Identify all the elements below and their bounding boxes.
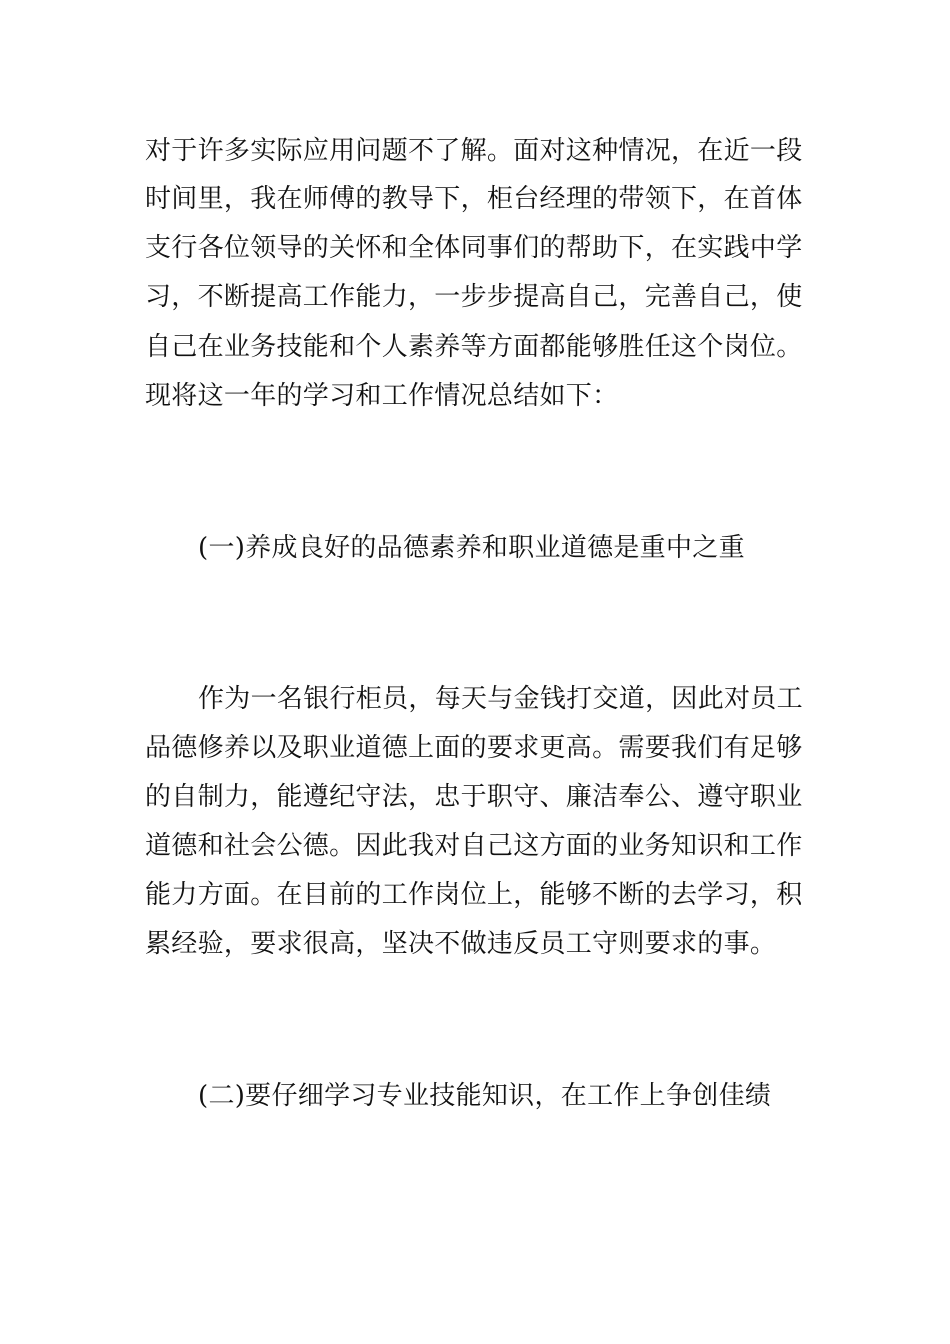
paragraph-line: 习，不断提高工作能力，一步步提高自己，完善自己，使 bbox=[145, 282, 803, 312]
section-heading-2: (二)要仔细学习专业技能知识，在工作上争创佳绩 bbox=[198, 1081, 772, 1111]
paragraph-line: 道德和社会公德。因此我对自己这方面的业务知识和工作 bbox=[145, 831, 803, 861]
paragraph-line: 支行各位领导的关怀和全体同事们的帮助下，在实践中学 bbox=[145, 233, 803, 263]
paragraph-line: 的自制力，能遵纪守法，忠于职守、廉洁奉公、遵守职业 bbox=[145, 782, 803, 812]
paragraph-line: 时间里，我在师傅的教导下，柜台经理的带领下，在首体 bbox=[145, 184, 803, 214]
paragraph-line: 作为一名银行柜员，每天与金钱打交道，因此对员工 bbox=[198, 684, 803, 714]
paragraph-line: 能力方面。在目前的工作岗位上，能够不断的去学习，积 bbox=[145, 880, 803, 910]
paragraph-line: 品德修养以及职业道德上面的要求更高。需要我们有足够 bbox=[145, 733, 803, 763]
paragraph-line: 累经验，要求很高，坚决不做违反员工守则要求的事。 bbox=[145, 929, 777, 959]
paragraph-line: 对于许多实际应用问题不了解。面对这种情况，在近一段 bbox=[145, 136, 803, 166]
paragraph-line: 自己在业务技能和个人素养等方面都能够胜任这个岗位。 bbox=[145, 332, 803, 362]
section-heading-1: (一)养成良好的品德素养和职业道德是重中之重 bbox=[198, 533, 745, 563]
paragraph-line: 现将这一年的学习和工作情况总结如下： bbox=[145, 381, 619, 411]
